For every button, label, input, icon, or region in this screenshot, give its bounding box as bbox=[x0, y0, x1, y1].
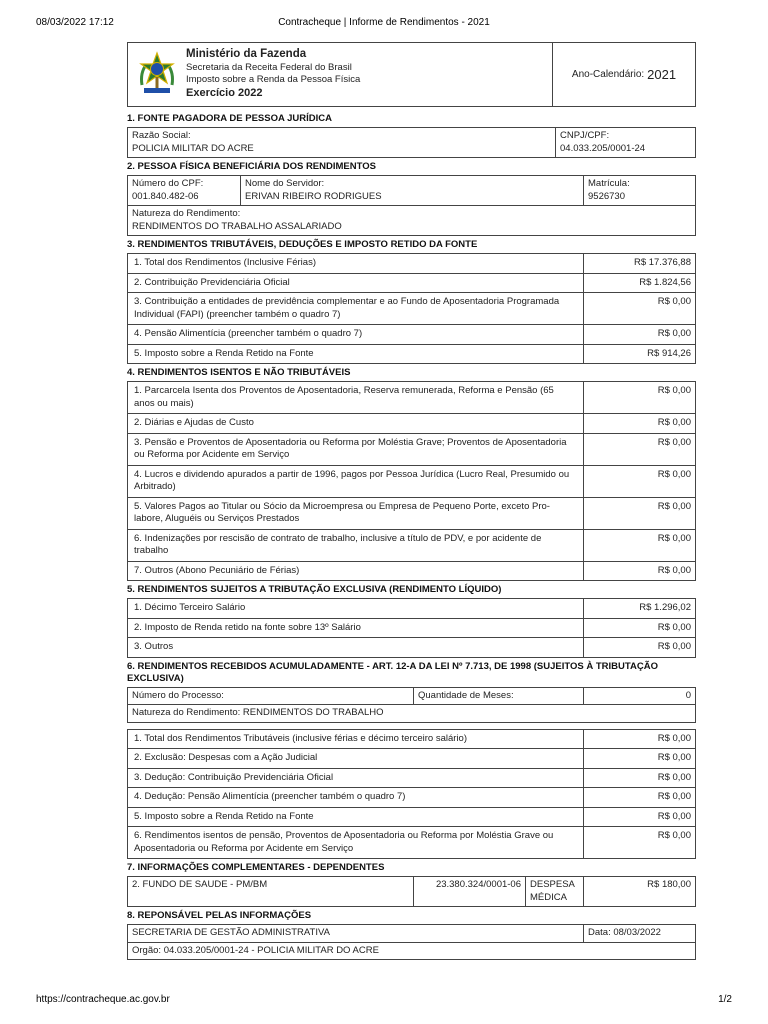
section-8-title: 8. REPONSÁVEL PELAS INFORMAÇÕES bbox=[127, 910, 312, 921]
row-label: 3. Outros bbox=[128, 638, 584, 658]
processo-label: Número do Processo: bbox=[128, 687, 414, 705]
ministry: Ministério da Fazenda bbox=[186, 48, 307, 60]
row-value: R$ 1.824,56 bbox=[584, 273, 696, 293]
table-row bbox=[128, 344, 696, 364]
table-row bbox=[128, 807, 696, 827]
row-value: R$ 0,00 bbox=[584, 382, 696, 414]
servidor-value: ERIVAN RIBEIRO RODRIGUES bbox=[245, 190, 382, 202]
row-value: R$ 0,00 bbox=[584, 561, 696, 581]
natureza-value: RENDIMENTOS DO TRABALHO ASSALARIADO bbox=[132, 220, 342, 232]
dependente-desc: 2. FUNDO DE SAUDE - PM/BM bbox=[128, 877, 414, 907]
row-value: R$ 0,00 bbox=[584, 638, 696, 658]
table-row bbox=[128, 749, 696, 769]
section-3-table bbox=[127, 253, 696, 364]
matricula-value: 9526730 bbox=[588, 190, 625, 202]
table-row bbox=[128, 561, 696, 581]
row-value: R$ 0,00 bbox=[584, 433, 696, 465]
secretariat: Secretaria da Receita Federal do Brasil bbox=[186, 62, 352, 73]
row-value: R$ 0,00 bbox=[584, 618, 696, 638]
section-5-title: 5. RENDIMENTOS SUJEITOS A TRIBUTAÇÃO EXCLUSIVA (RENDIMENTO LÍQUIDO) bbox=[127, 584, 502, 595]
orgao-value: 04.033.205/0001-24 - POLICIA MILITAR DO ACRE bbox=[163, 944, 379, 956]
table-row bbox=[128, 465, 696, 497]
table-row bbox=[128, 433, 696, 465]
section-8-table bbox=[127, 924, 696, 960]
table-row bbox=[128, 618, 696, 638]
table-row bbox=[128, 729, 696, 749]
report-header bbox=[127, 42, 696, 107]
print-header bbox=[36, 17, 732, 31]
row-label: 7. Outros (Abono Pecuniário de Férias) bbox=[128, 561, 584, 581]
row-label: 4. Pensão Alimentícia (preencher também o quadro 7) bbox=[128, 325, 584, 345]
cpf-label: Número do CPF: bbox=[132, 178, 204, 189]
row-label: 3. Pensão e Proventos de Aposentadoria ou Reforma por Moléstia Grave; Proventos de Aposentadoria ou Reforma por Acidente em Serviço bbox=[128, 433, 584, 465]
razao-label: Razão Social: bbox=[132, 130, 191, 141]
print-footer bbox=[36, 994, 732, 1008]
row-label: 6. Indenizações por rescisão de contrato de trabalho, inclusive a título de PDV, e por acidente de trabalho bbox=[128, 529, 584, 561]
row-value: R$ 0,00 bbox=[584, 497, 696, 529]
natureza-label: Natureza do Rendimento: bbox=[132, 208, 241, 219]
section-3-title: 3. RENDIMENTOS TRIBUTÁVEIS, DEDUÇÕES E IMPOSTO RETIDO DA FONTE bbox=[127, 239, 478, 250]
tax-name: Imposto sobre a Renda da Pessoa Física bbox=[186, 74, 361, 85]
dependente-valor: R$ 180,00 bbox=[584, 877, 696, 907]
table-row bbox=[128, 382, 696, 414]
row-value: R$ 0,00 bbox=[584, 768, 696, 788]
row-value: R$ 17.376,88 bbox=[584, 254, 696, 274]
row-label: 5. Valores Pagos ao Titular ou Sócio da Microempresa ou Empresa de Pequeno Porte, exceto Pro-labore, Aluguéis ou Serviços Prestados bbox=[128, 497, 584, 529]
row-label: 2. Imposto de Renda retido na fonte sobre 13º Salário bbox=[128, 618, 584, 638]
s6-natureza-label: Natureza do Rendimento: bbox=[132, 707, 241, 718]
section-4-title: 4. RENDIMENTOS ISENTOS E NÃO TRIBUTÁVEIS bbox=[127, 367, 351, 378]
row-label: 3. Dedução: Contribuição Previdenciária Oficial bbox=[128, 768, 584, 788]
table-row bbox=[128, 325, 696, 345]
cpf-value: 001.840.482-06 bbox=[132, 190, 199, 202]
section-5-table bbox=[127, 598, 696, 658]
s6-natureza-value: RENDIMENTOS DO TRABALHO bbox=[242, 707, 384, 718]
exercise: Exercício 2022 bbox=[186, 87, 263, 99]
row-label: 3. Contribuição a entidades de previdência complementar e ao Fundo de Aposentadoria Programada Individual (FAPI) (preencher também o quadro 7) bbox=[128, 293, 584, 325]
servidor-label: Nome do Servidor: bbox=[245, 178, 325, 189]
table-row bbox=[128, 827, 696, 859]
row-label: 4. Lucros e dividendo apurados a partir de 1996, pagos por Pessoa Jurídica (Lucro Real, Presumido ou Arbitrado) bbox=[128, 465, 584, 497]
row-label: 1. Parcarcela Isenta dos Proventos de Aposentadoria, Reserva remunerada, Reforma e Pensão (65 anos ou mais) bbox=[128, 382, 584, 414]
orgao-label: Orgão: bbox=[132, 944, 162, 956]
income-report bbox=[127, 42, 696, 960]
row-label: 5. Imposto sobre a Renda Retido na Fonte bbox=[128, 807, 584, 827]
row-value: R$ 0,00 bbox=[584, 729, 696, 749]
row-value: R$ 0,00 bbox=[584, 788, 696, 808]
table-row bbox=[128, 529, 696, 561]
row-label: 2. Diárias e Ajudas de Custo bbox=[128, 414, 584, 434]
row-value: R$ 0,00 bbox=[584, 529, 696, 561]
row-value: R$ 0,00 bbox=[584, 465, 696, 497]
meses-label: Quantidade de Meses: bbox=[414, 687, 584, 705]
section-6-table bbox=[127, 729, 696, 860]
matricula-label: Matrícula: bbox=[588, 178, 630, 189]
razao-value: POLICIA MILITAR DO ACRE bbox=[132, 142, 254, 154]
section-2-title: 2. PESSOA FÍSICA BENEFICIÁRIA DOS RENDIMENTOS bbox=[127, 161, 376, 172]
section-1-title: 1. FONTE PAGADORA DE PESSOA JURÍDICA bbox=[127, 113, 332, 124]
section-7-title: 7. INFORMAÇÕES COMPLEMENTARES - DEPENDENTES bbox=[127, 862, 385, 873]
section-1-table bbox=[127, 127, 696, 158]
cnpj-label: CNPJ/CPF: bbox=[560, 130, 610, 141]
brazil-coat-of-arms-icon bbox=[138, 51, 176, 97]
row-value: R$ 0,00 bbox=[584, 414, 696, 434]
responsavel: SECRETARIA DE GESTÃO ADMINISTRATIVA bbox=[128, 925, 584, 943]
row-value: R$ 0,00 bbox=[584, 325, 696, 345]
meses-value: 0 bbox=[584, 687, 696, 705]
print-datetime: 08/03/2022 17:12 bbox=[36, 17, 114, 28]
section-6-title: 6. RENDIMENTOS RECEBIDOS ACUMULADAMENTE - ART. 12-A DA LEI Nº 7.713, DE 1998 (SUJEITOS À TRIBUTAÇÃO EXCLUSIVA) bbox=[127, 660, 658, 684]
table-row bbox=[128, 254, 696, 274]
table-row bbox=[128, 414, 696, 434]
calendar-year: 2021 bbox=[647, 67, 677, 82]
table-row bbox=[128, 638, 696, 658]
dependente-cnpj: 23.380.324/0001-06 bbox=[414, 877, 526, 907]
row-label: 1. Total dos Rendimentos Tributáveis (inclusive férias e décimo terceiro salário) bbox=[128, 729, 584, 749]
row-value: R$ 0,00 bbox=[584, 293, 696, 325]
table-row bbox=[128, 273, 696, 293]
row-value: R$ 1.296,02 bbox=[584, 599, 696, 619]
section-7-table bbox=[127, 876, 696, 907]
table-row bbox=[128, 788, 696, 808]
table-row bbox=[128, 497, 696, 529]
row-label: 4. Dedução: Pensão Alimentícia (preencher também o quadro 7) bbox=[128, 788, 584, 808]
row-value: R$ 0,00 bbox=[584, 749, 696, 769]
cnpj-value: 04.033.205/0001-24 bbox=[560, 142, 646, 154]
dependente-tipo: DESPESA MÉDICA bbox=[526, 877, 584, 907]
row-label: 2. Exclusão: Despesas com a Ação Judicial bbox=[128, 749, 584, 769]
data-emissao: Data: 08/03/2022 bbox=[584, 925, 696, 943]
year-label: Ano-Calendário: bbox=[571, 69, 645, 80]
section-2-table bbox=[127, 175, 696, 236]
row-value: R$ 0,00 bbox=[584, 807, 696, 827]
table-row bbox=[128, 768, 696, 788]
row-label: 1. Total dos Rendimentos (Inclusive Férias) bbox=[128, 254, 584, 274]
table-row bbox=[128, 599, 696, 619]
row-label: 2. Contribuição Previdenciária Oficial bbox=[128, 273, 584, 293]
print-title: Contracheque | Informe de Rendimentos - 2021 bbox=[278, 17, 490, 28]
table-row bbox=[128, 293, 696, 325]
row-value: R$ 0,00 bbox=[584, 827, 696, 859]
row-label: 5. Imposto sobre a Renda Retido na Fonte bbox=[128, 344, 584, 364]
row-value: R$ 914,26 bbox=[584, 344, 696, 364]
row-label: 6. Rendimentos isentos de pensão, Proventos de Aposentadoria ou Reforma por Moléstia Grave ou Aposentadoria ou Reforma por Acidente em Serviço bbox=[128, 827, 584, 859]
section-4-table bbox=[127, 381, 696, 581]
page-url: https://contracheque.ac.gov.br bbox=[36, 994, 170, 1005]
section-6-process-table bbox=[127, 687, 696, 723]
row-label: 1. Décimo Terceiro Salário bbox=[128, 599, 584, 619]
page-number: 1/2 bbox=[718, 994, 732, 1005]
